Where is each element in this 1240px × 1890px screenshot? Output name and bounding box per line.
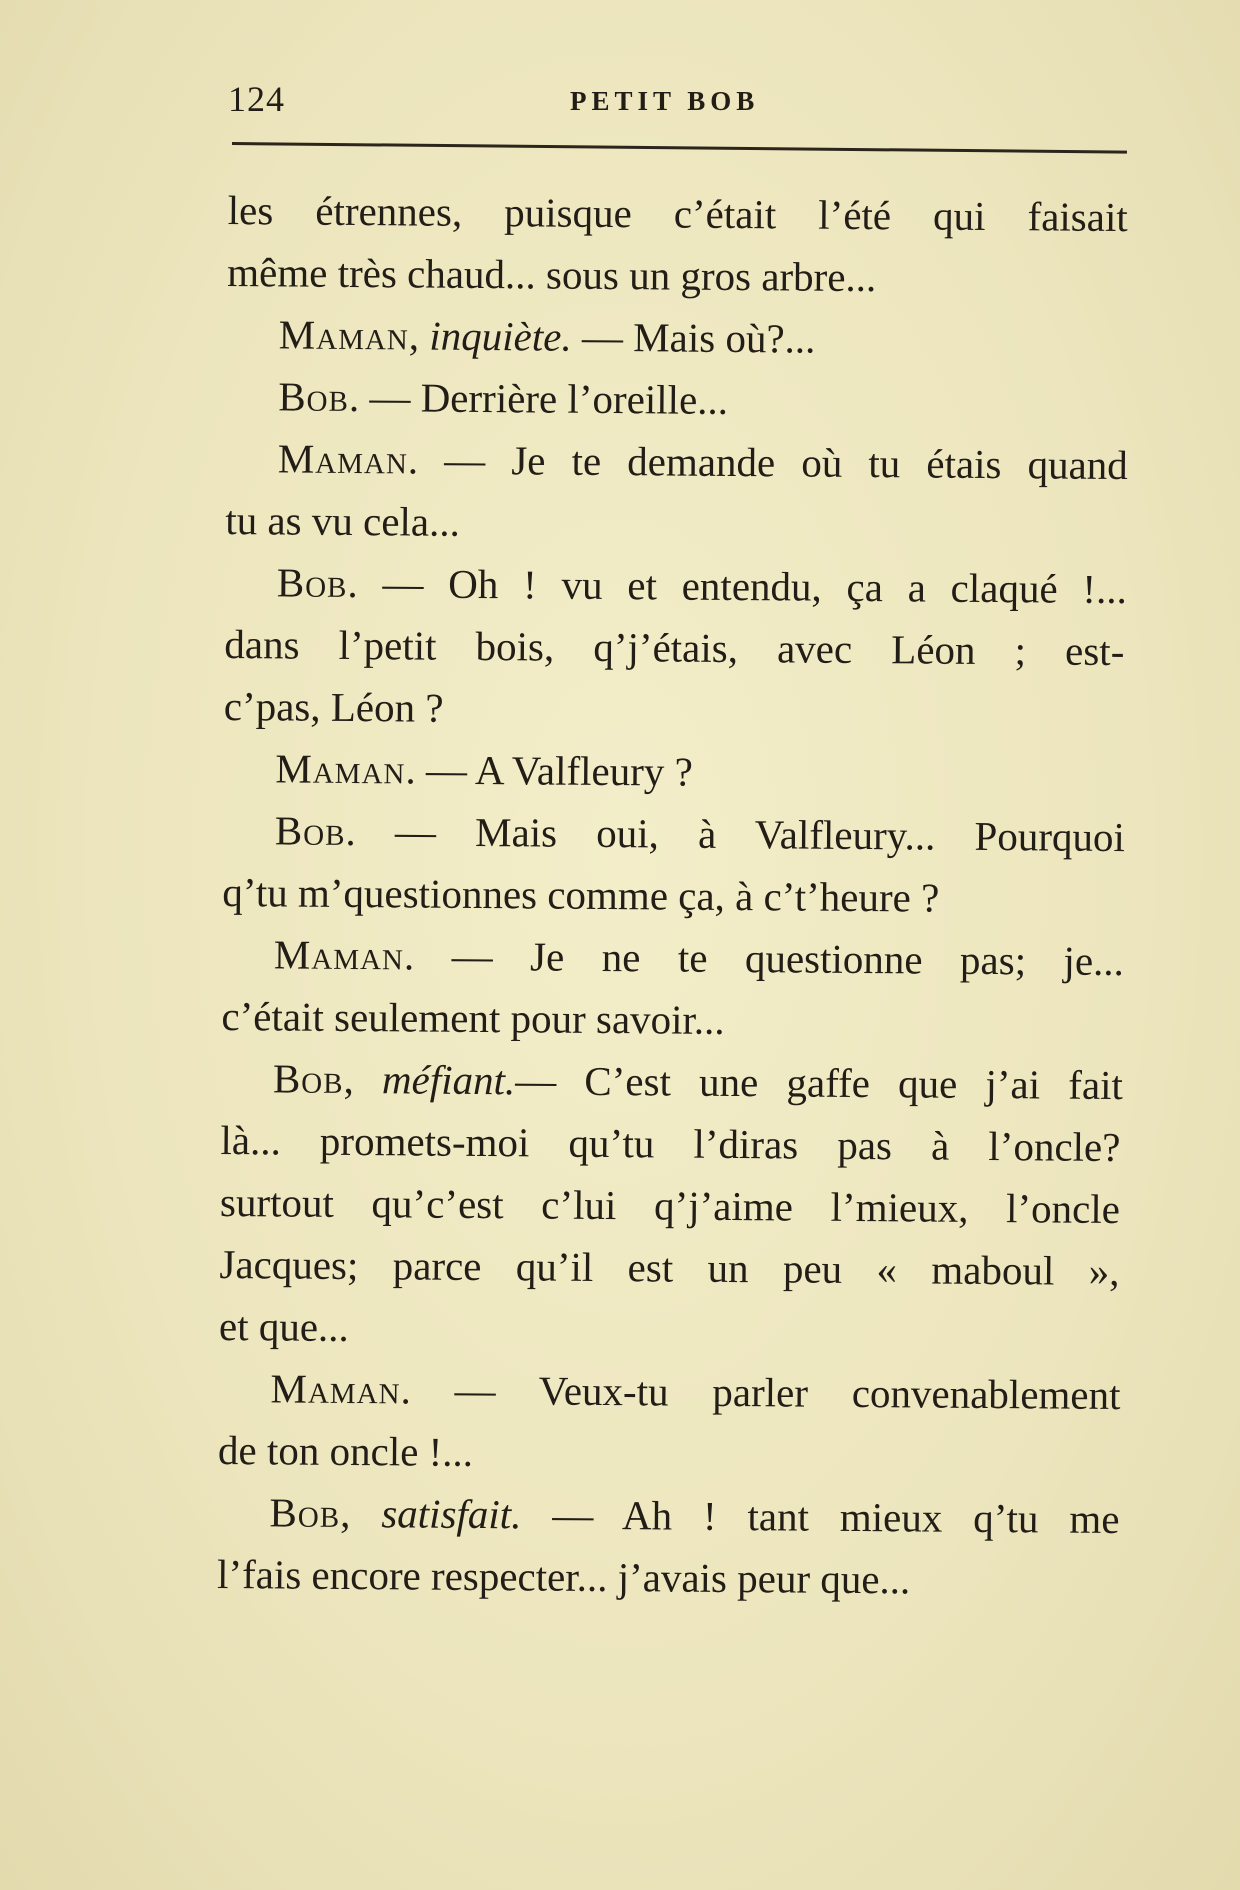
dialogue-line: Maman. — A Valfleury ? — [275, 745, 693, 795]
text-line: surtout qu’c’est c’lui q’j’aime l’mieux, l’oncle — [219, 1178, 1121, 1233]
stage-direction: satisfait. — [381, 1490, 522, 1538]
text-line: c’pas, Léon ? — [223, 682, 444, 731]
stage-direction: méfiant. — [381, 1056, 516, 1104]
dialogue-line: Maman. — Je ne te questionne pas; je... — [273, 931, 1125, 985]
text-line: là... promets-moi qu’tu l’diras pas à l’oncle? — [220, 1116, 1121, 1171]
running-title: PETIT BOB — [570, 86, 760, 116]
dialogue-line: Bob, méfiant.— C’est une gaffe que j’ai fait — [272, 1055, 1124, 1109]
speaker-name: Bob — [276, 559, 348, 606]
dialogue-line: Maman. — Je te demande où tu étais quand — [277, 435, 1128, 489]
speaker-name: Maman — [277, 435, 409, 483]
speaker-name: Maman — [270, 1365, 401, 1413]
page-number: 124 — [228, 79, 285, 119]
text-line: q’tu m’questionnes comme ça, à c’t’heure ? — [222, 868, 940, 921]
speaker-name: Bob — [278, 373, 350, 420]
header-rule — [232, 142, 1127, 154]
text-line: même très chaud... sous un gros arbre... — [227, 248, 877, 301]
dialogue-line: Bob. — Mais oui, à Valfleury... Pourquoi — [274, 807, 1126, 861]
dialogue-line: Bob, satisfait. — Ah ! tant mieux q’tu me — [269, 1489, 1120, 1543]
speaker-name: Maman — [273, 931, 405, 979]
dialogue-line: Maman. — Veux-tu parler convenablement — [270, 1365, 1121, 1419]
text-line: de ton oncle !... — [217, 1426, 474, 1475]
body-text — [216, 180, 1138, 1603]
speaker-name: Bob — [274, 807, 346, 854]
speaker-name: Bob — [272, 1055, 344, 1102]
text-line: l’fais encore respecter... j’avais peur que... — [216, 1550, 911, 1603]
dialogue-line: Maman, inquiète. — Mais où?... — [278, 311, 816, 362]
text-line: les étrennes, puisque c’était l’été qui faisait — [227, 186, 1128, 241]
speaker-name: Maman — [278, 311, 410, 359]
text-line: Jacques; parce qu’il est un peu « maboul », — [219, 1240, 1120, 1295]
text-line: dans l’petit bois, q’j’étais, avec Léon ; est- — [224, 620, 1125, 675]
text-line: et que... — [218, 1302, 349, 1350]
dialogue-line: Bob. — Oh ! vu et entendu, ça a claqué !... — [276, 559, 1127, 613]
text-line: c’était seulement pour savoir... — [221, 992, 725, 1043]
text-line: tu as vu cela... — [225, 496, 461, 545]
dialogue-line: Bob. — Derrière l’oreille... — [278, 373, 729, 423]
stage-direction: inquiète. — [429, 312, 572, 360]
speaker-name: Bob — [269, 1489, 341, 1536]
speaker-name: Maman — [275, 745, 406, 793]
